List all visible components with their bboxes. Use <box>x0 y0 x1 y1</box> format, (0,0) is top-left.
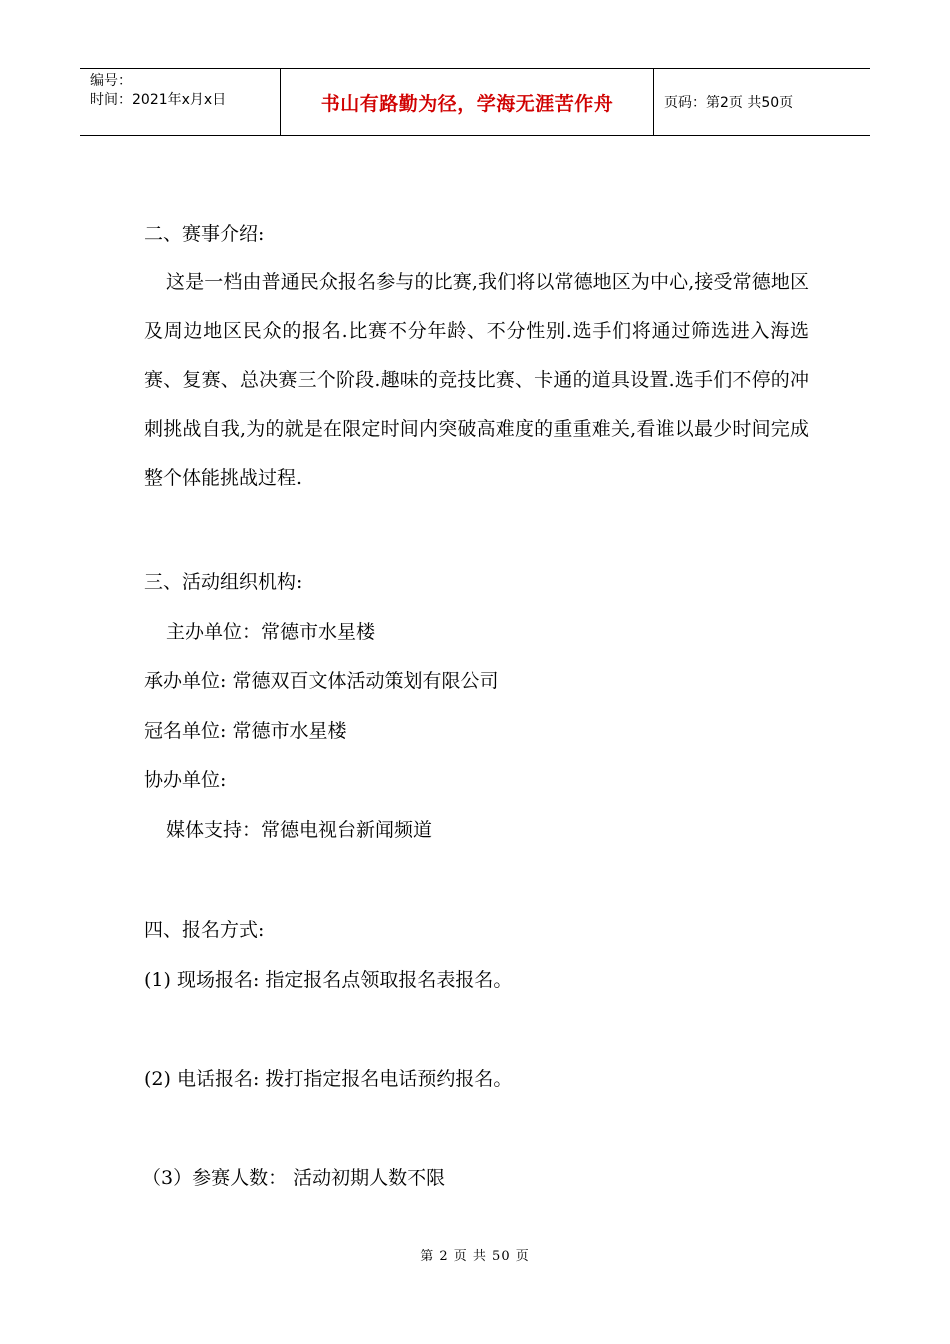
document-time-label: 时间：2021年x月x日 <box>90 92 227 108</box>
header-page-info: 页码：第2页 共50页 <box>664 95 794 111</box>
signup-phone: (2) 电话报名: 拨打指定报名电话预约报名。 <box>144 1068 513 1090</box>
document-number-label: 编号： <box>90 73 132 89</box>
intro-paragraph: 这是一档由普通民众报名参与的比赛,我们将以常德地区为中心,接受常德地区及周边地区民众的报名.比赛不分年龄、不分性别.选手们将通过筛选进入海选赛、复赛、总决赛三个阶段.趣味的竞技比赛、卡通的道具设置.选手们不停的冲刺挑战自我,为的就是在限定时间内突破高难度的重重难关,看谁以最少时间完成整个体能挑战过程. <box>144 271 809 489</box>
section-heading-organization: 三、活动组织机构: <box>144 571 303 593</box>
org-organizer: 承办单位: 常德双百文体活动策划有限公司 <box>144 670 499 692</box>
org-media: 媒体支持：常德电视台新闻频道 <box>166 819 433 841</box>
header-meta-cell <box>80 69 281 135</box>
section-heading-signup: 四、报名方式: <box>144 919 265 941</box>
page-footer: 第 2 页 共 50 页 <box>420 1249 530 1264</box>
org-host: 主办单位：常德市水星楼 <box>166 621 376 643</box>
header-motto: 书山有路勤为径，学海无涯苦作舟 <box>281 69 654 135</box>
participant-count: （3）参赛人数： 活动初期人数不限 <box>142 1167 446 1189</box>
org-title-sponsor: 冠名单位: 常德市水星楼 <box>144 720 347 742</box>
section-heading-intro: 二、赛事介绍: <box>144 223 265 245</box>
org-co-organizer: 协办单位: <box>144 769 227 791</box>
document-header <box>80 68 870 136</box>
signup-onsite: (1) 现场报名: 指定报名点领取报名表报名。 <box>144 969 513 991</box>
